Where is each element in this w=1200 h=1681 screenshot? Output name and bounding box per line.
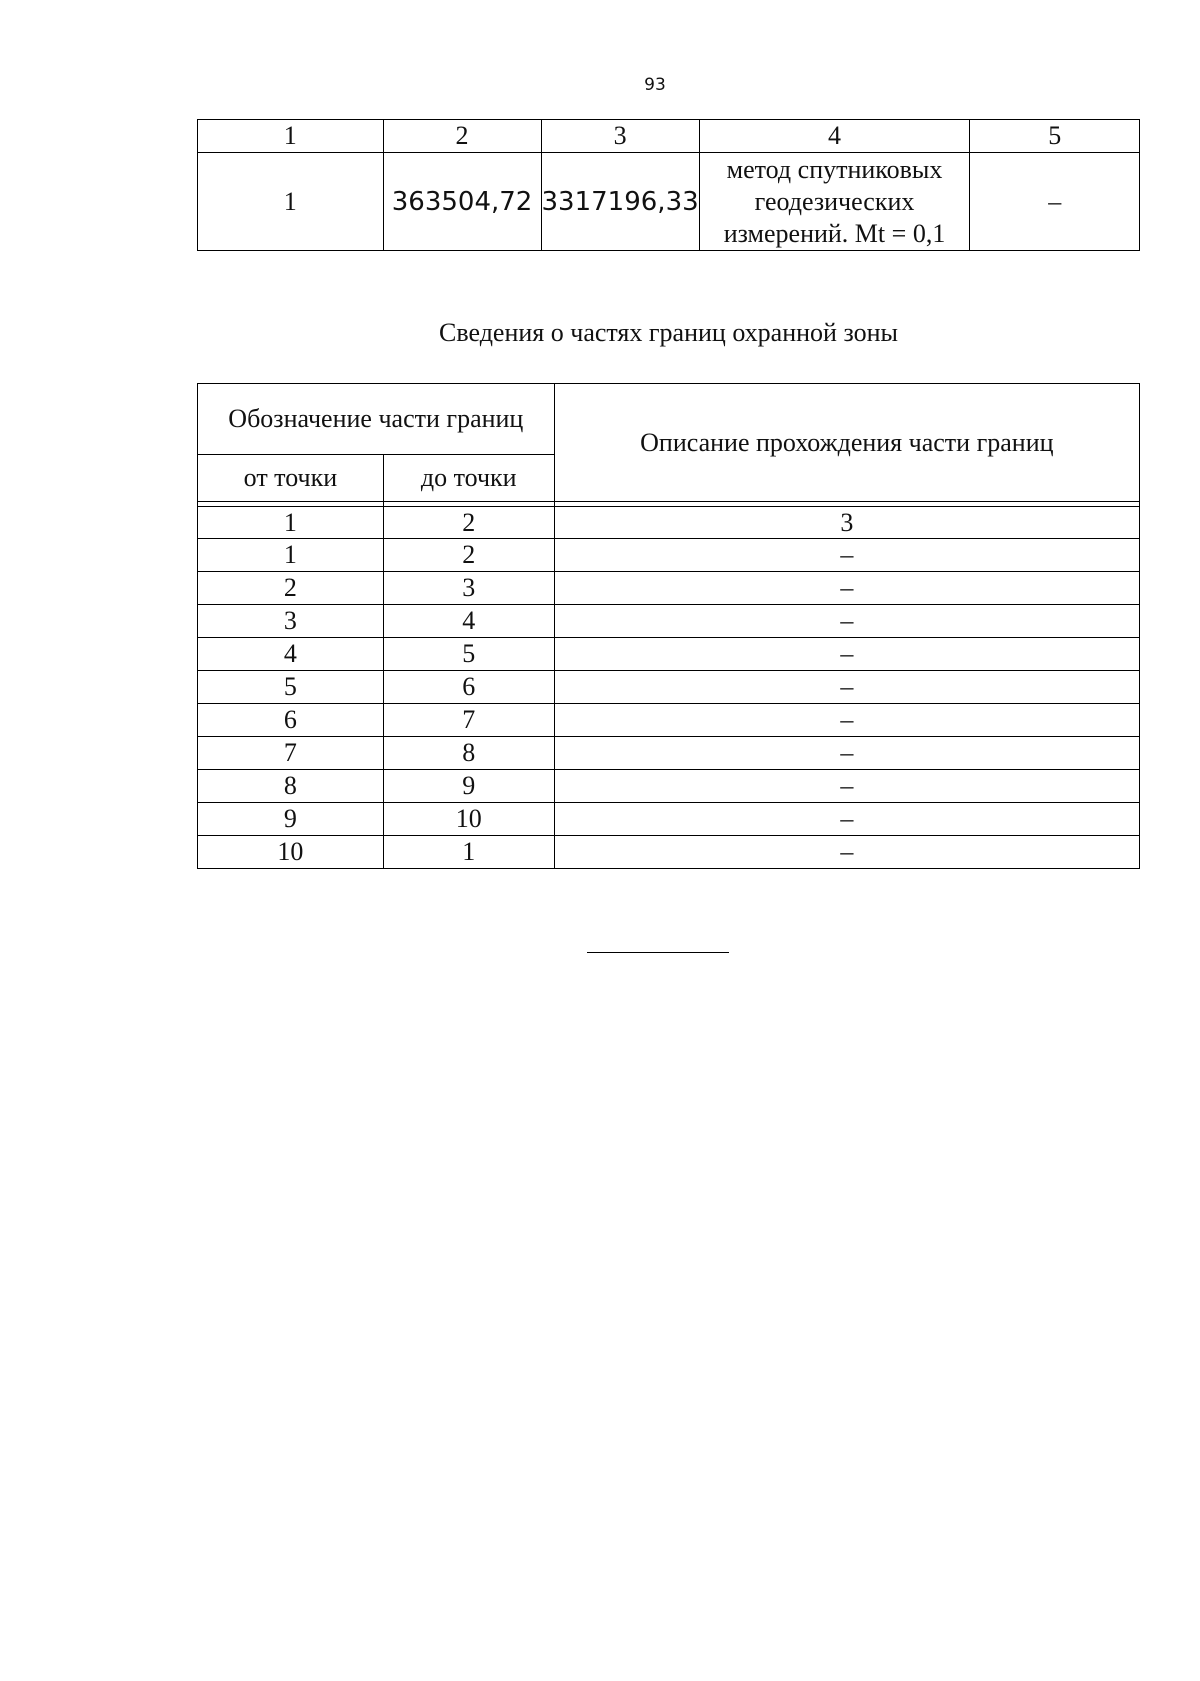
method-line: геодезических bbox=[754, 186, 915, 216]
column-number-cell: 2 bbox=[383, 120, 541, 153]
table-row bbox=[198, 836, 1140, 869]
x-coordinate-cell: 363504,72 bbox=[383, 153, 541, 251]
from-point-cell: 9 bbox=[198, 803, 384, 836]
from-point-cell: 7 bbox=[198, 737, 384, 770]
to-point-header: до точки bbox=[383, 455, 554, 502]
table-row bbox=[198, 638, 1140, 671]
description-header: Описание прохождения части границ bbox=[554, 384, 1139, 502]
from-point-cell: 10 bbox=[198, 836, 384, 869]
table-row bbox=[198, 770, 1140, 803]
y-coordinate-cell: 3317196,33 bbox=[541, 153, 699, 251]
point-number-cell: 1 bbox=[198, 153, 384, 251]
description-cell: – bbox=[554, 671, 1139, 704]
column-number-cell: 2 bbox=[383, 507, 554, 539]
column-number-cell: 1 bbox=[198, 120, 384, 153]
end-divider bbox=[587, 952, 729, 953]
method-cell bbox=[699, 153, 970, 251]
method-line: метод спутниковых bbox=[726, 154, 943, 184]
from-point-header: от точки bbox=[198, 455, 384, 502]
table-row bbox=[198, 572, 1140, 605]
parts-header-row bbox=[198, 384, 1140, 455]
coordinates-row bbox=[198, 153, 1140, 251]
from-point-cell: 8 bbox=[198, 770, 384, 803]
page-number: 93 bbox=[644, 75, 666, 95]
from-point-cell: 5 bbox=[198, 671, 384, 704]
column-number-cell: 4 bbox=[699, 120, 970, 153]
description-cell: – bbox=[554, 836, 1139, 869]
column-number-cell: 1 bbox=[198, 507, 384, 539]
description-cell: – bbox=[554, 539, 1139, 572]
from-point-cell: 6 bbox=[198, 704, 384, 737]
designation-header: Обозначение части границ bbox=[198, 384, 555, 455]
table-row bbox=[198, 671, 1140, 704]
column-numbers-row bbox=[198, 507, 1140, 539]
to-point-cell: 7 bbox=[383, 704, 554, 737]
to-point-cell: 10 bbox=[383, 803, 554, 836]
table-row bbox=[198, 803, 1140, 836]
description-cell: – bbox=[554, 572, 1139, 605]
from-point-cell: 1 bbox=[198, 539, 384, 572]
to-point-cell: 9 bbox=[383, 770, 554, 803]
description-cell: – bbox=[554, 803, 1139, 836]
description-cell: – bbox=[554, 704, 1139, 737]
from-point-cell: 2 bbox=[198, 572, 384, 605]
to-point-cell: 6 bbox=[383, 671, 554, 704]
table-row bbox=[198, 605, 1140, 638]
to-point-cell: 2 bbox=[383, 539, 554, 572]
to-point-cell: 5 bbox=[383, 638, 554, 671]
column-number-cell: 5 bbox=[970, 120, 1140, 153]
column-number-cell: 3 bbox=[554, 507, 1139, 539]
coordinates-table bbox=[197, 119, 1140, 251]
section-title: Сведения о частях границ охранной зоны bbox=[439, 318, 898, 347]
method-line: измерений. Mt = 0,1 bbox=[723, 218, 946, 248]
to-point-cell: 1 bbox=[383, 836, 554, 869]
table-row bbox=[198, 737, 1140, 770]
coordinates-header-row bbox=[198, 120, 1140, 153]
to-point-cell: 4 bbox=[383, 605, 554, 638]
description-cell: – bbox=[554, 770, 1139, 803]
table-row bbox=[198, 539, 1140, 572]
from-point-cell: 4 bbox=[198, 638, 384, 671]
column-number-cell: 3 bbox=[541, 120, 699, 153]
description-cell: – bbox=[554, 737, 1139, 770]
description-cell: – bbox=[554, 638, 1139, 671]
to-point-cell: 3 bbox=[383, 572, 554, 605]
table-row bbox=[198, 704, 1140, 737]
to-point-cell: 8 bbox=[383, 737, 554, 770]
description-cell: – bbox=[554, 605, 1139, 638]
from-point-cell: 3 bbox=[198, 605, 384, 638]
boundary-parts-table bbox=[197, 383, 1140, 869]
description-cell: – bbox=[970, 153, 1140, 251]
